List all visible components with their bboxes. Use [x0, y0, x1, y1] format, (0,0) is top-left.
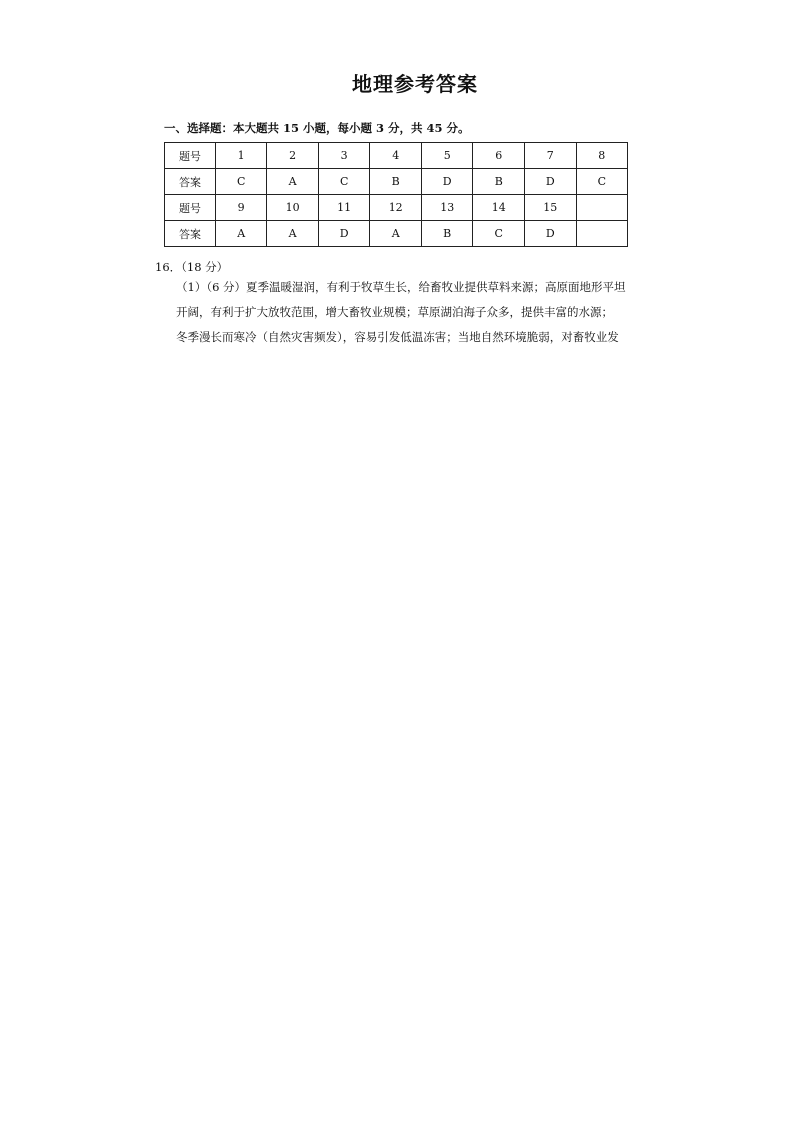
- table-cell: 14: [473, 195, 525, 221]
- table-cell: [576, 195, 627, 221]
- page-title: 地理参考答案: [352, 72, 478, 96]
- table-cell: D: [421, 169, 473, 195]
- answer-line: 开阔，有利于扩大放牧范围，增大畜牧业规模；草原湖泊海子众多，提供丰富的水源；: [176, 305, 613, 319]
- table-cell: 1: [215, 143, 266, 169]
- table-cell: 10: [267, 195, 319, 221]
- table-cell: C: [215, 169, 266, 195]
- table-cell: B: [370, 169, 422, 195]
- table-cell: 6: [473, 143, 525, 169]
- table-row: [165, 169, 628, 195]
- section-heading-choice: 一、选择题：本大题共 15 小题，每小题 3 分，共 45 分。: [164, 121, 470, 135]
- table-cell: 答案: [165, 221, 216, 247]
- table-row: [165, 195, 628, 221]
- table-cell: 2: [267, 143, 319, 169]
- table-cell: D: [525, 169, 577, 195]
- table-cell: 8: [576, 143, 627, 169]
- question-16-number: 16．（18 分）: [155, 260, 229, 274]
- table-cell: D: [318, 221, 370, 247]
- table-cell: 题号: [165, 195, 216, 221]
- table-cell: C: [473, 221, 525, 247]
- table-cell: 11: [318, 195, 370, 221]
- table-cell: A: [267, 221, 319, 247]
- table-cell: D: [525, 221, 577, 247]
- answer-line: （1）（6 分）夏季温暖湿润，有利于牧草生长，给畜牧业提供草料来源；高原面地形平坦: [176, 280, 626, 294]
- table-cell: 13: [421, 195, 473, 221]
- table-cell: B: [421, 221, 473, 247]
- table-cell: A: [267, 169, 319, 195]
- table-cell: 5: [421, 143, 473, 169]
- table-cell: A: [370, 221, 422, 247]
- table-cell: 12: [370, 195, 422, 221]
- table-cell: A: [215, 221, 266, 247]
- table-cell: C: [576, 169, 627, 195]
- table-cell: 题号: [165, 143, 216, 169]
- answer-table: [164, 142, 628, 247]
- table-cell: B: [473, 169, 525, 195]
- table-row: [165, 221, 628, 247]
- table-cell: 答案: [165, 169, 216, 195]
- table-cell: 15: [525, 195, 577, 221]
- answer-line: 冬季漫长而寒冷（自然灾害频发），容易引发低温冻害；当地自然环境脆弱，对畜牧业发: [176, 330, 619, 344]
- table-cell: 9: [215, 195, 266, 221]
- table-row: [165, 143, 628, 169]
- table-cell: [576, 221, 627, 247]
- table-cell: 4: [370, 143, 422, 169]
- table-cell: 3: [318, 143, 370, 169]
- table-cell: 7: [525, 143, 577, 169]
- table-cell: C: [318, 169, 370, 195]
- question-16-answer: [176, 275, 631, 350]
